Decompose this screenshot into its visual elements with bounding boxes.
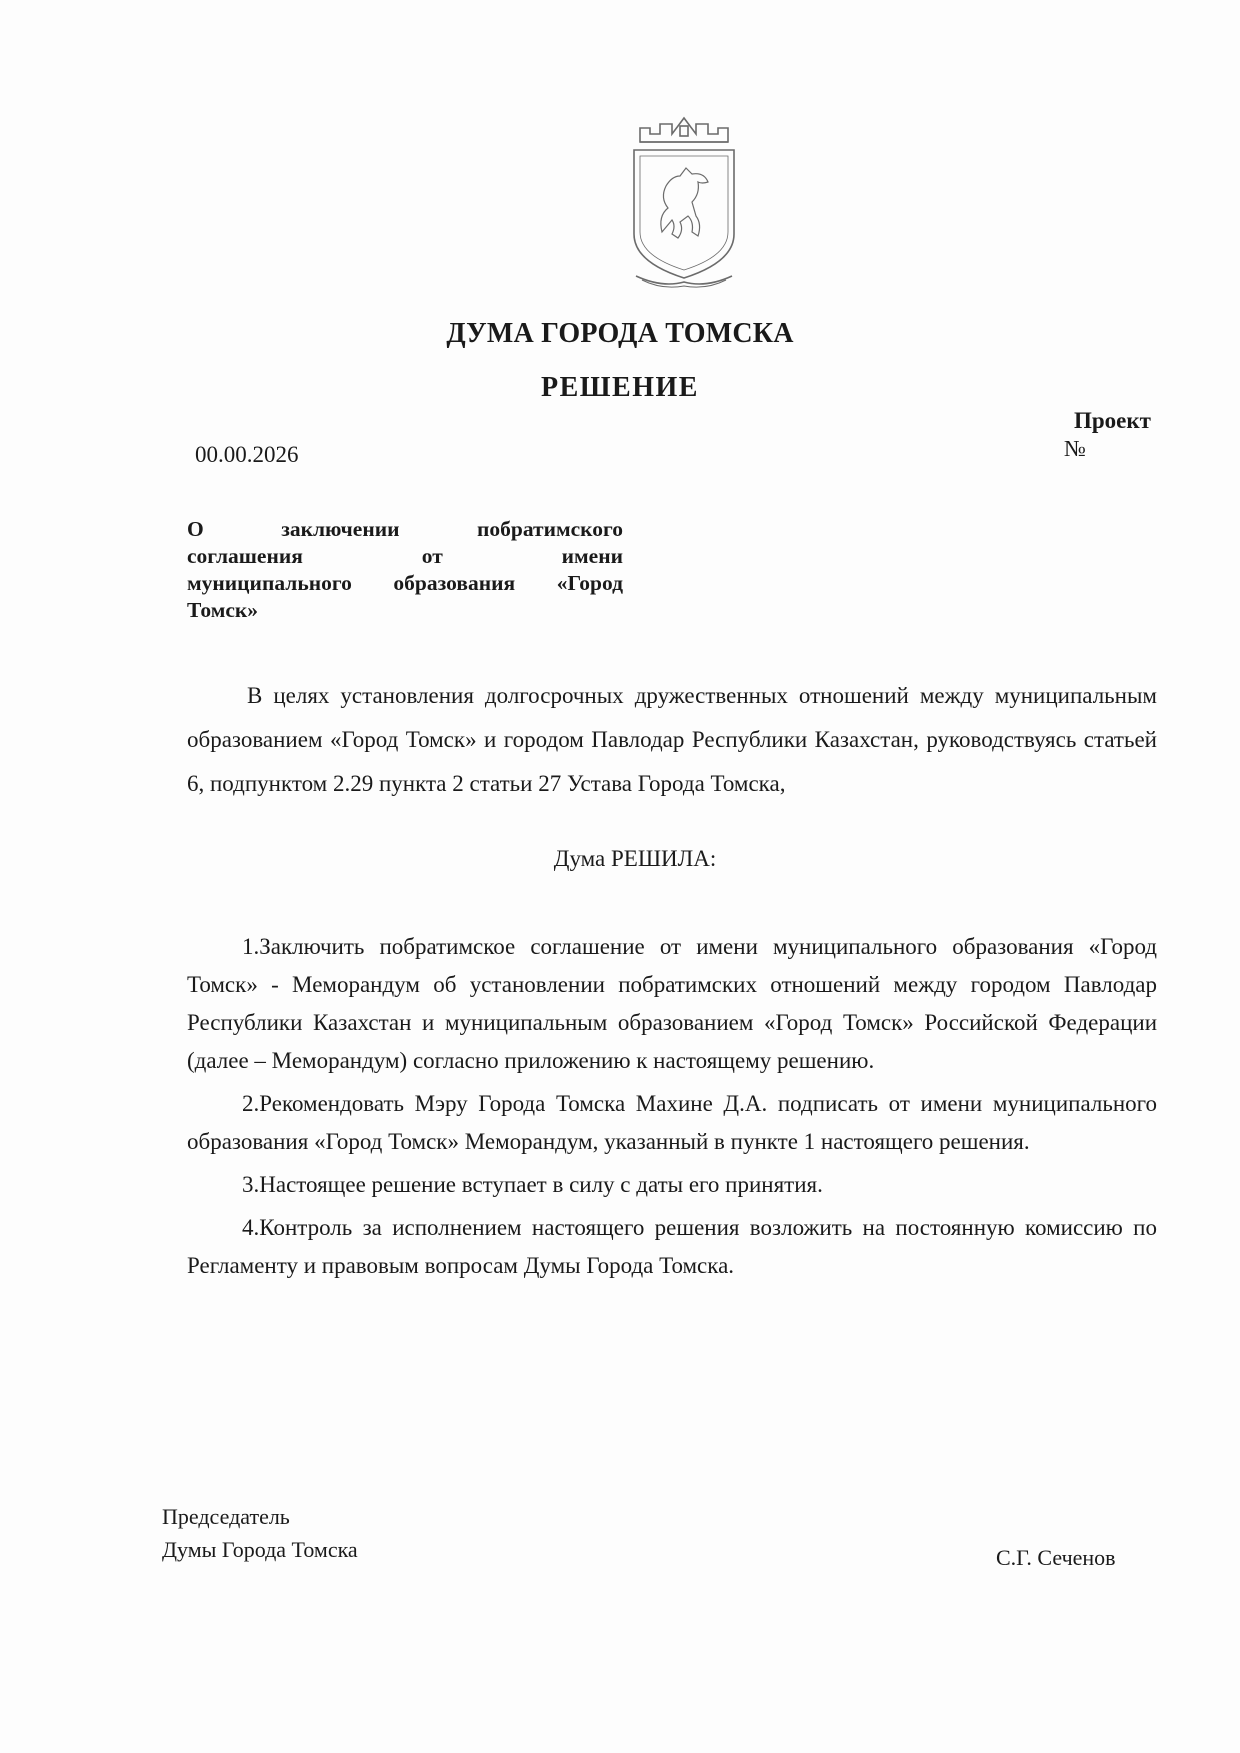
document-type-title: РЕШЕНИЕ: [541, 372, 699, 403]
document-number-label: №: [1064, 436, 1086, 461]
decision-item: [187, 928, 1157, 1080]
council-name: ДУМА ГОРОДА ТОМСКА: [446, 318, 794, 349]
item-number: 3.: [242, 1172, 260, 1197]
subject-line: соглашения от имени: [187, 544, 623, 568]
decision-item: [187, 1085, 1157, 1161]
subject-line: О заключении побратимского: [187, 517, 623, 541]
signer-position-line-1: Председатель: [162, 1504, 290, 1529]
subject-line: муниципального образования «Город: [187, 571, 623, 595]
decision-item: [187, 1209, 1157, 1285]
item-number: 4.: [242, 1215, 260, 1240]
subject-line: Томск»: [187, 598, 259, 622]
signer-name: С.Г. Сеченов: [996, 1545, 1116, 1570]
decision-items: [187, 928, 1157, 1290]
decision-item: [187, 1166, 1157, 1204]
document-date: 00.00.2026: [195, 442, 299, 467]
item-text: Настоящее решение вступает в силу с даты его принятия.: [259, 1172, 823, 1197]
item-text: Заключить побратимское соглашение от имени муниципального образования «Город Томск» - Меморандум об установлении побратимских отношений между городом Павлодар Республики Казахстан и муниципальным образованием «Город Томск» Российской Федерации (далее – Меморандум) согласно приложению к настоящему решению.: [187, 934, 1157, 1073]
resolved-heading: Дума РЕШИЛА:: [553, 846, 717, 871]
item-text: Контроль за исполнением настоящего решения возложить на постоянную комиссию по Регламенту и правовым вопросам Думы Города Томска.: [187, 1215, 1157, 1278]
item-number: 2.: [242, 1091, 260, 1116]
preamble-paragraph: В целях установления долгосрочных дружественных отношений между муниципальным образованием «Город Томск» и городом Павлодар Республики Казахстан, руководствуясь статьей 6, подпунктом 2.29 пункта 2 статьи 27 Устава Города Томска,: [187, 683, 1157, 796]
project-label: Проект: [1074, 408, 1151, 433]
item-text: Рекомендовать Мэру Города Томска Махине Д.А. подписать от имени муниципального образования «Город Томск» Меморандум, указанный в пункте 1 настоящего решения.: [187, 1091, 1157, 1154]
item-number: 1.: [242, 934, 260, 959]
tomsk-coat-of-arms-icon: [622, 112, 746, 290]
decision-subject: [187, 516, 623, 624]
signer-position-line-2: Думы Города Томска: [162, 1537, 358, 1562]
